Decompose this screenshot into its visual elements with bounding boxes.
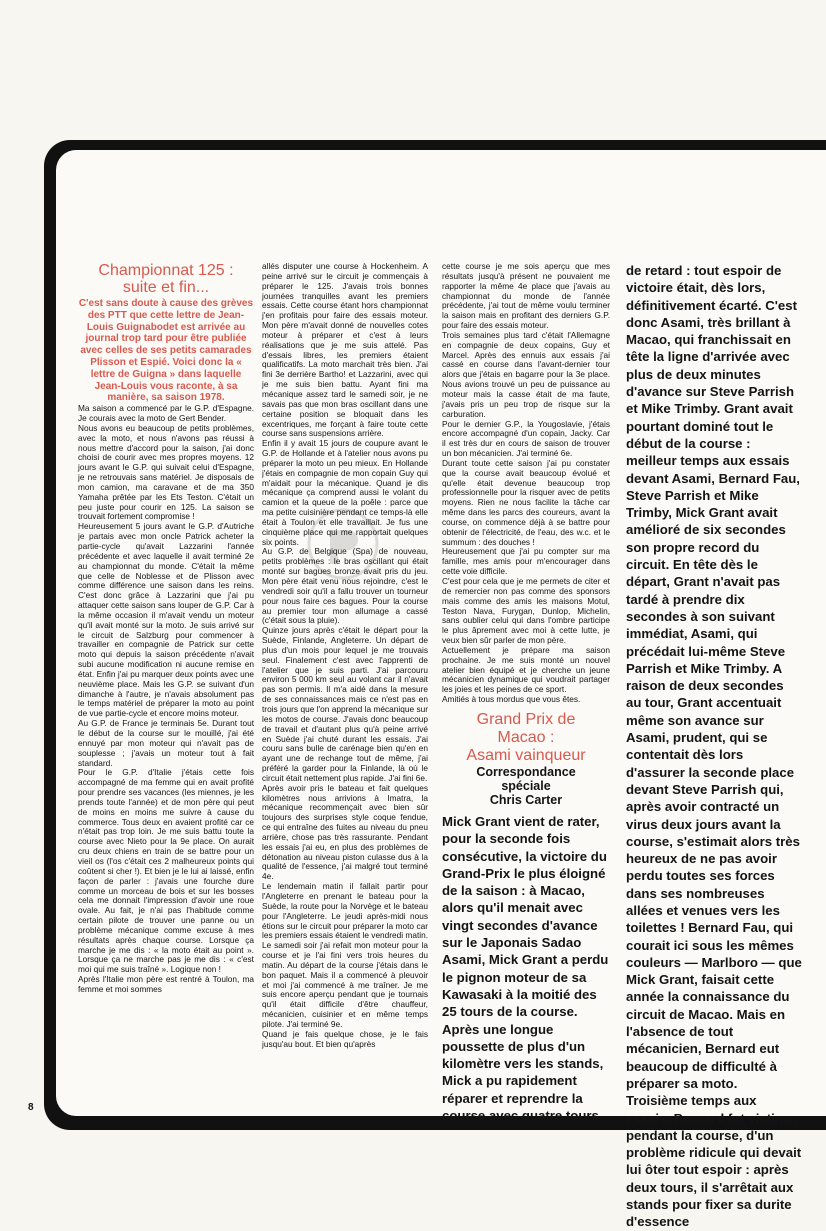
column-2 (262, 262, 428, 1050)
byline-line-1: Correspondance (476, 764, 576, 779)
column-1 (78, 262, 254, 995)
title-line-2: suite et fin... (122, 279, 210, 296)
paragraph: Quinze jours après c'était le départ pour la Suède, Finlande, Angleterre. Un départ de plus d'un mois pour lequel je me trouvais seul. Finalement c'est avec l'apprenti de l'atelier que je suis parti. J'ai parcouru environ 5 000 km seul au volant car il n'avait pas son permis. Il m'a aidé dans la mesure de ses connaissances mais ce n'est pas en trois jours que l'on apprend la mécanique sur les motos de course. J'avais donc beaucoup de travail et d'autant plus qu'à peine arrivé en Suède j'ai chuté durant les essais. J'ai couru sans bulle de carénage bien qu'en en ayant une de rechange tout de même, j'ai préféré la garder pour la Finlande, là où le circuit était nettement plus rapide. J'ai fini 6e. (262, 625, 428, 783)
paragraph: C'est pour cela que je me permets de citer et de remercier non pas comme des sponsors mais comme des amis les maisons Motul, Teston Nava, Furygan, Dunlop, Michelin, sans oublier celui qui dans l'ombre participe le plus âprement avec moi à cette lutte, je veux bien sûr parler de mon père. (442, 576, 610, 646)
paragraph: de retard : tout espoir de victoire était, dès lors, définitivement écarté. C'est donc Asami, très brillant à Macao, qui franchissait en tête la ligne d'arrivée avec plus de deux minutes d'avance sur Steve Parrish et Mike Trimby. Grant avait pourtant dominé tout le début de la course : meilleur temps aux essais devant Asami, Bernard Fau, Steve Parrish et Mike Trimby, Mick Grant avait amélioré de six secondes son propre record du circuit. En tête dès le départ, Grant n'avait pas tardé à prendre dix secondes à son suivant immédiat, Asami, qui précédait lui-même Steve Parrish et Mike Trimby. A raison de deux secondes au tour, Grant accentuait même son avance sur Asami, prudent, qui se contentait dès lors d'assurer la seconde place devant Steve Parrish qui, après avoir contracté un virus deux jours avant la course, s'estimait alors très heureux de ne pas avoir perdu toutes ses forces dans ses nombreuses allées et venues vers les toilettes ! Bernard Fau, qui courait ici sous les mêmes couleurs — Marlboro — que Mick Grant, faisait cette année la connaissance du circuit de Macao. Mais en l'absence de tout mécanicien, Bernard eut beaucoup de difficulté à préparer sa moto. Troisième temps aux essais, Bernard fut victime, pendant la course, d'un problème ridicule qui devait lui ôter tout espoir : après deux tours, il s'arrêtait aux stands pour fixer sa durite d'essence (626, 263, 802, 1230)
byline-line-2: spéciale (501, 778, 551, 793)
paragraph: Nous avons eu beaucoup de petits problèmes, avec la moto, et nous n'avons pas réussi à nous mettre d'accord pour la saison, j'ai donc choisi de courir avec mes propres moyens. 12 jours avant le G.P. qui suivait celui d'Espagne, je ne retrouvais sans matériel. Je disposais de mon camion, ma caravane et de ma 350 Yamaha prêtée par les Ets Teston. C'était un peu juste pour courir en 125. La saison se trouvait fortement compromise ! (78, 422, 254, 522)
paragraph: allés disputer une course à Hockenheim. A peine arrivé sur le circuit je commençais à préparer le 125. J'avais trois bonnes journées tranquilles avant les premiers essais. Cette course étant hors championnat j'en profitais pour faire des essais moteur. Mon père m'avait donné de nouvelles cotes moteur à préparer et c'est à leurs réalisations que je me suis attelé. Pas d'essais libres, les premiers étaient qualificatifs. La moto marchait très bien. J'ai fini 3e derrière Bartho! et Lazzarini, avec qui je me suis bien battu. Ayant fini ma mécanique assez tard le samedi soir, je ne savais pas que mon bras oscillant dans une certaine position se bloquait dans les excentriques, me forçant à faire toute cette course sans suspensions arrière. (262, 261, 428, 439)
article-title (78, 262, 254, 296)
article-intro: C'est sans doute à cause des grèves des PTT que cette lettre de Jean-Louis Guignabodet est arrivée au journal trop tard pour être publiée avec celles de ses petits camarades Plisson et Espié. Voici donc la « lettre de Guigna » dans laquelle Jean-Louis vous raconte, à sa manière, sa saison 1978. (78, 298, 254, 404)
title-line-2: Macao : (497, 728, 555, 746)
column-4 (626, 262, 802, 1231)
paragraph: Heureusement 5 jours avant le G.P. d'Autriche je partais avec mon oncle Patrick acheter la partie-cycle qu'avait Lazzarini l'année précédente et avec laquelle il avait terminé 2e au championnat du monde. C'était la même que celle de Noblesse et de Plisson avec comme différence une saison dans les reins. C'est donc grâce à Lazzarini que j'ai pu attaquer cette saison sans louper de G.P. Car à la même occasion il m'avait vendu un moteur qu'il avait monté sur la moto. Je suis arrivé sur le circuit de Salzburg pour commencer à travailler en compagnie de Patrick sur cette moto qui depuis la saison précédente n'avait subi aucune modification ni aucune remise en état. Enfin j'ai pu marquer deux points avec une neuvième place. Mais les G.P. se suivant d'un dimanche à l'autre, je n'avais absolument pas le temps matériel de préparer la moto au point de vue partie-cycle et encore moins moteur. (78, 521, 254, 719)
column-3 (442, 262, 610, 1124)
paragraph: Au G.P. de Belgique (Spa) de nouveau, petits problèmes : le bras oscillant qui était monté sur bagues bronze avait pris du jeu. Mon père était venu nous rejoindre, c'est le vendredi soir qu'il a fallu trouver un tourneur pour nous faire ces bagues. Pour la course au premier tour mon allumage a cassé (c'était sous la pluie). (262, 546, 428, 626)
paragraph: Durant toute cette saison j'ai pu constater que la course avait beaucoup évolué et qu'elle était devenue beaucoup trop professionnelle pour la risquer avec de petits moyens. Rien ne nous facilite la tâche car même dans les parcs des coureurs, avant la course, on commence déjà à se battre pour obtenir de l'électricité, de l'eau, des w.c. et le summum : des douches ! (442, 457, 610, 547)
paragraph: Après avoir pris le bateau et fait quelques kilomètres nous arrivions à Imatra, la mécanique recommençait avec bien sûr toujours des surprises style coque fendue, ce qui entraîne des fuites au niveau du pneu arrière, chose pas très rassurante. Pendant les essais j'ai eu, en plus des problèmes de détonation au niveau piston culasse dus à la qualité de l'essence, j'ai malgré tout terminé 4e. (262, 782, 428, 882)
paragraph: cette course je me sois aperçu que mes résultats jusqu'à présent ne pouvaient me rapporter la même 4e place que j'avais au championnat du monde de l'année précédente, j'ai tout de même voulu terminer la saison mais en profitant des derniers G.P. pour faire des essais moteur. (442, 261, 610, 331)
paragraph: Amitiés à tous mordus que vous êtes. (442, 694, 581, 705)
byline (442, 765, 610, 807)
paragraph: Quand je fais quelque chose, je le fais jusqu'au bout. Et bien qu'après (262, 1028, 428, 1049)
paragraph: Le lendemain matin il fallait partir pour l'Angleterre en prenant le bateau pour la Suède, la route pour la Norvège et le bateau pour l'Angleterre. Le jeudi après-midi nous étions sur le circuit pour préparer la moto car les premiers essais étaient le vendredi matin. Le samedi soir j'ai refait mon moteur pour la course et je l'ai fini vers trois heures du matin. Au départ de la course j'étais dans le bon paquet. Mais il a commencé à pleuvoir et moi j'ai commencé à me traîner. Je me suis encore aperçu pendant que je tournais qu'il était difficile d'être chauffeur, mécanicien, cuisinier et en même temps pilote. J'ai terminé 9e. (262, 881, 429, 1029)
paragraph: Enfin il y avait 15 jours de coupure avant le G.P. de Hollande et à l'atelier nous avons pu préparer la moto un peu mieux. En Hollande j'étais en compagnie de mon copain Guy qui m'aidait pour la mécanique. Quand je dis mécanique ça comprend aussi le volant du camion et la queue de la poêle : parce que ma petite cuisinière pendant ce temps-là elle était à Toulon et elle travaillait. Je fus une cinquième place qui me rapportait quelques six points. (262, 438, 428, 547)
paragraph: Au G.P. de France je terminais 5e. Durant tout le début de la course sur le mouillé, j'ai été ennuyé par mon moteur qui n'avait pas de souplesse ; j'avais un moteur tout à fait standard. (78, 718, 254, 768)
paragraph: Actuellement je prépare ma saison prochaine. Je me suis monté un nouvel atelier bien équipé et je cherche un jeune mécanicien dynamique qui voudrait partager les joies et les peines de ce sport. (442, 644, 610, 695)
paragraph: Ma saison a commencé par le G.P. d'Espagne. Je courais avec la moto de Gert Bender. (78, 403, 254, 424)
title-line-1: Championnat 125 : (98, 262, 234, 279)
page-number: 8 (28, 1102, 34, 1113)
paragraph: Après l'Italie mon père est rentré à Toulon, ma femme et moi sommes (78, 974, 254, 994)
title-line-3: Asami vainqueur (466, 746, 586, 764)
article-2-title (442, 711, 610, 765)
paragraph: Pour le G.P. d'Italie j'étais cette fois accompagné de ma femme qui en avait profité pour prendre ses vacances (les miennes, je les prends toute l'année) et de mon père qui peut de moins en moins me suivre à cause du commerce. Tous deux en avaient profité car ce n'était pas trop loin. Je me suis battu toute la course avec Nieto pour la 9e place. On aurait cru deux chiens en train de se battre pour un vieil os (l'os c'était ces 2 malheureux points qui coûtent si cher !). Et bien je le lui ai laissé, enfin façon de parler : j'avais une fourche dure comme un morceau de bois et sur les bosses cela me donnait l'impression d'avoir une roue ovale. Au fait, je n'ai pas l'habitude comme certain pilote de trouver une panne ou un problème mécanique comme excuse à mes résultats après chaque course. Lorsque ça marche je me dis : « la moto était au point ». Lorsque ça ne marche pas je me dis : « c'est moi qui me suis traîné ». Logique non ! (78, 767, 254, 975)
paragraph: Trois semaines plus tard c'était l'Allemagne en compagnie de deux copains, Guy et Marcel. Après des ennuis aux essais j'ai cassé en course dans l'avant-dernier tour alors que j'étais en bagarre pour la 3e place. Nous avions trouvé un peu de puissance au moteur mais la casse était de ma faute, j'avais pris un peu trop de risque sur la carburation. (442, 329, 610, 419)
article-2-lead: Mick Grant vient de rater, pour la seconde fois consécutive, la victoire du Grand-Prix le plus éloigné de la saison : à Macao, alors qu'il menait avec vingt secondes d'avance sur le Japonais Sadao Asami, Mick Grant a perdu le pignon moteur de sa Kawasaki à la moitié des 25 tours de la course. Après une longue poussette de plus d'un kilomètre vers les stands, Mick a pu rapidement réparer et reprendre la course avec quatre tours (442, 813, 609, 1124)
title-line-1: Grand Prix de (476, 710, 576, 728)
paragraph: Pour le dernier G.P., la Yougoslavie, j'étais encore accompagné d'un copain, Jacky. Car il est très dur en cours de saison de trouver un bon mécanicien. J'ai terminé 6e. (442, 418, 610, 459)
paragraph: Heureusement que j'ai pu compter sur ma famille, mes amis pour m'encourager dans cette voie difficile. (442, 546, 610, 577)
byline-author: Chris Carter (489, 792, 563, 807)
